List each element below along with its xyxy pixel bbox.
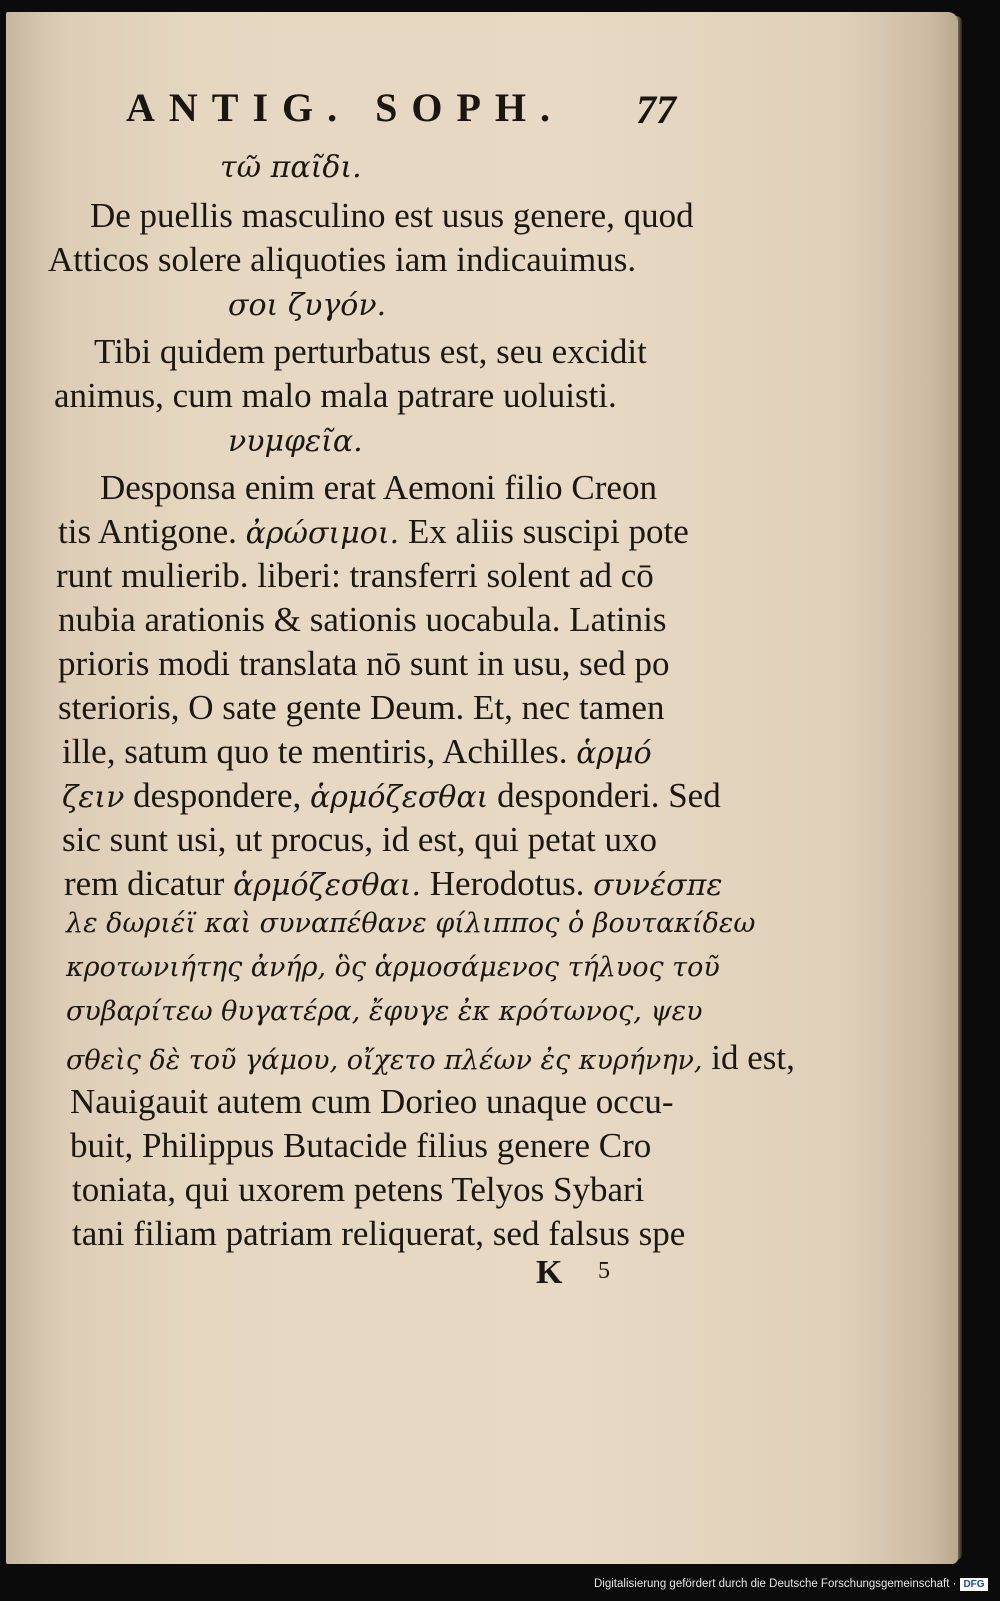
text-line: prioris modi translata nō sunt in usu, sed po <box>58 644 670 683</box>
text-segment: despondere, <box>133 776 302 815</box>
greek-word: ἁρμόζεσθαι <box>310 780 489 815</box>
text-segment: Ex aliis suscipi pote <box>407 512 689 551</box>
text-segment: desponderi. Sed <box>497 776 721 815</box>
greek-word: ἁρμόζεσθαι. <box>233 868 422 903</box>
dfg-logo: DFG <box>960 1578 987 1591</box>
text-line <box>62 734 652 769</box>
greek-word: σθεὶς δὲ τοῦ γάμου, οἴχετο πλέων ἐς κυρήνην, <box>66 1045 703 1076</box>
greek-lemma: τῶ παῖδι. <box>220 150 362 185</box>
greek-line: κροτωνιήτης ἀνήρ, ὃς ἁρμοσάμενος τήλυος τοῦ <box>66 952 720 983</box>
text-line: sterioris, O sate gente Deum. Et, nec tamen <box>58 688 665 727</box>
greek-lemma: νυμφεῖα. <box>228 424 363 459</box>
page-number: 77 <box>636 87 676 132</box>
text-line: De puellis masculino est usus genere, quod <box>90 196 694 235</box>
text-line: sic sunt usi, ut procus, id est, qui petat uxo <box>62 820 657 859</box>
text-line: animus, cum malo mala patrare uoluisti. <box>54 376 617 415</box>
greek-word: ζειν <box>62 780 125 815</box>
text-line <box>58 514 689 549</box>
text-line: Desponsa enim erat Aemoni filio Creon <box>100 468 657 507</box>
text-line: Tibi quidem perturbatus est, seu excidit <box>94 332 647 371</box>
credit-text: Digitalisierung gefördert durch die Deutsche Forschungsgemeinschaft <box>594 1578 950 1590</box>
digitization-credit <box>594 1578 988 1596</box>
text-segment: id est, <box>711 1038 795 1077</box>
text-segment: rem dicatur <box>64 864 225 903</box>
running-head <box>126 84 706 144</box>
text-line: tani filiam patriam reliquerat, sed falsus spe <box>72 1214 686 1253</box>
text-line <box>66 1040 795 1075</box>
signature-letter: K <box>536 1254 563 1291</box>
greek-word: ἁρμό <box>576 736 652 771</box>
text-line: nubia arationis & sationis uocabula. Latinis <box>58 600 667 639</box>
text-segment: ille, satum quo te mentiris, Achilles. <box>62 732 568 771</box>
text-line: Nauigauit autem cum Dorieo unaque occu- <box>70 1082 674 1121</box>
book-page <box>6 12 958 1564</box>
greek-line: λε δωριέϊ καὶ συναπέθανε φίλιππος ὁ βουτακίδεω <box>66 908 756 939</box>
signature-number: 5 <box>598 1258 610 1284</box>
running-head-title: ANTIG. SOPH. <box>126 85 565 130</box>
text-segment: tis Antigone. <box>58 512 237 551</box>
text-line: buit, Philippus Butacide filius genere Cro <box>70 1126 652 1165</box>
text-line: toniata, qui uxorem petens Telyos Sybari <box>72 1170 645 1209</box>
greek-line: συβαρίτεω θυγατέρα, ἔφυγε ἐκ κρότωνος, ψευ <box>66 996 703 1027</box>
credit-separator: · <box>949 1578 957 1590</box>
text-line: Atticos solere aliquoties iam indicauimus. <box>48 240 637 279</box>
greek-word: ἀρώσιμοι. <box>245 516 400 551</box>
text-segment: Herodotus. <box>429 864 585 903</box>
greek-word: συνέσπε <box>593 868 723 903</box>
greek-lemma: σοι ζυγόν. <box>228 288 387 323</box>
text-line: runt mulierib. liberi: transferri solent ad cō <box>56 556 654 595</box>
text-line <box>64 866 722 901</box>
text-line <box>62 778 721 813</box>
